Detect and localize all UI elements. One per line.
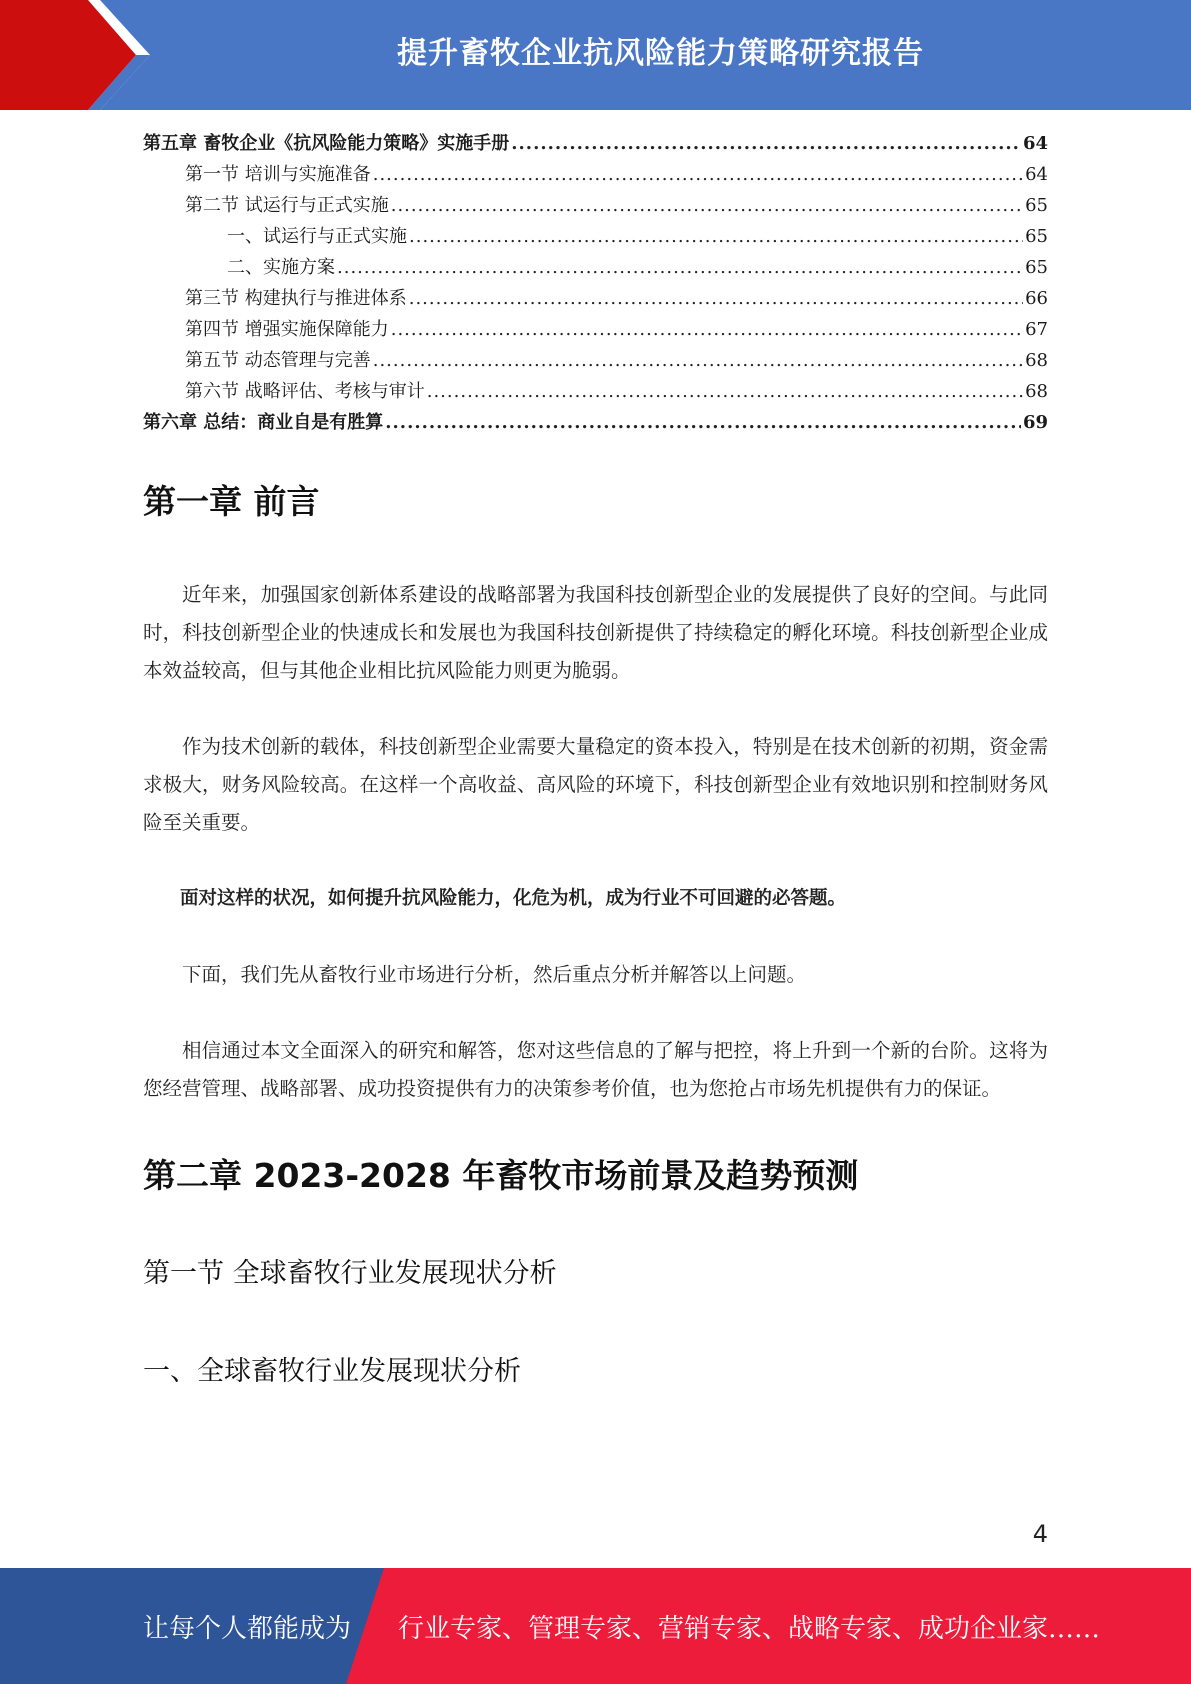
toc-entry[interactable] — [143, 221, 1048, 252]
table-of-contents — [143, 128, 1048, 438]
toc-entry[interactable] — [143, 252, 1048, 283]
body-paragraph: 相信通过本文全面深入的研究和解答，您对这些信息的了解与把控，将上升到一个新的台阶。这将为您经营管理、战略部署、成功投资提供有力的决策参考价值，也为您抢占市场先机提供有力的保证。 — [143, 1039, 1048, 1100]
subsection-heading: 一、全球畜牧行业发展现状分析 — [143, 1356, 521, 1387]
main-content — [143, 480, 1048, 1392]
toc-entry[interactable] — [143, 128, 1048, 159]
toc-entry-page: 68 — [1025, 381, 1048, 402]
body-paragraph: 近年来，加强国家创新体系建设的战略部署为我国科技创新型企业的发展提供了良好的空间。与此同时，科技创新型企业的快速成长和发展也为我国科技创新提供了持续稳定的孵化环境。科技创新型企业成本效益较高，但与其他企业相比抗风险能力则更为脆弱。 — [143, 583, 1048, 682]
toc-entry[interactable] — [143, 407, 1048, 438]
toc-entry-page: 68 — [1025, 350, 1048, 371]
toc-entry-title: 第六章 总结：商业自是有胜算 — [143, 412, 384, 433]
toc-entry-page: 65 — [1025, 195, 1048, 216]
toc-entry-page: 64 — [1025, 164, 1048, 185]
toc-entry[interactable] — [143, 345, 1048, 376]
toc-entry-page: 64 — [1022, 133, 1048, 154]
footer-slogan-left: 让每个人都能成为 — [143, 1614, 352, 1644]
toc-entry-title: 第二节 试运行与正式实施 — [185, 195, 389, 216]
toc-leader-dots — [409, 221, 1023, 252]
toc-entry-page: 65 — [1025, 257, 1048, 278]
toc-entry-page: 67 — [1025, 319, 1048, 340]
toc-leader-dots — [373, 159, 1023, 190]
page-header — [0, 0, 1191, 110]
toc-entry[interactable] — [143, 190, 1048, 221]
toc-entry[interactable] — [143, 314, 1048, 345]
page-footer — [0, 1568, 1191, 1684]
toc-leader-dots — [409, 283, 1023, 314]
section-heading: 第一节 全球畜牧行业发展现状分析 — [143, 1258, 557, 1289]
toc-leader-dots — [385, 407, 1021, 438]
emphasis-paragraph: 面对这样的状况，如何提升抗风险能力，化危为机，成为行业不可回避的必答题。 — [180, 888, 847, 909]
toc-leader-dots — [427, 376, 1023, 407]
toc-entry[interactable] — [143, 376, 1048, 407]
body-paragraph: 作为技术创新的载体，科技创新型企业需要大量稳定的资本投入，特别是在技术创新的初期，资金需求极大，财务风险较高。在这样一个高收益、高风险的环境下，科技创新型企业有效地识别和控制财务风险至关重要。 — [143, 735, 1048, 834]
toc-leader-dots — [337, 252, 1023, 283]
toc-entry-page: 65 — [1025, 226, 1048, 247]
toc-leader-dots — [511, 128, 1021, 159]
toc-entry-title: 一、试运行与正式实施 — [227, 226, 407, 247]
toc-entry-title: 二、实施方案 — [227, 257, 335, 278]
footer-slogan-right: 行业专家、管理专家、营销专家、战略专家、成功企业家…… — [398, 1614, 1101, 1644]
toc-entry-title: 第六节 战略评估、考核与审计 — [185, 381, 425, 402]
toc-leader-dots — [391, 314, 1023, 345]
toc-entry-page: 66 — [1025, 288, 1048, 309]
red-arrow-decoration — [0, 0, 160, 110]
chapter-heading: 第一章 前言 — [143, 482, 320, 521]
toc-entry-title: 第五章 畜牧企业《抗风险能力策略》实施手册 — [143, 133, 510, 154]
toc-entry-page: 69 — [1022, 412, 1048, 433]
body-paragraph: 下面，我们先从畜牧行业市场进行分析，然后重点分析并解答以上问题。 — [182, 963, 807, 986]
toc-entry-title: 第三节 构建执行与推进体系 — [185, 288, 407, 309]
toc-entry-title: 第四节 增强实施保障能力 — [185, 319, 389, 340]
report-title: 提升畜牧企业抗风险能力策略研究报告 — [397, 36, 924, 71]
toc-entry-title: 第五节 动态管理与完善 — [185, 350, 371, 371]
toc-leader-dots — [391, 190, 1023, 221]
toc-leader-dots — [373, 345, 1023, 376]
toc-entry-title: 第一节 培训与实施准备 — [185, 164, 371, 185]
toc-entry[interactable] — [143, 159, 1048, 190]
chapter-heading: 第二章 2023-2028 年畜牧市场前景及趋势预测 — [143, 1156, 859, 1195]
toc-entry[interactable] — [143, 283, 1048, 314]
page-number: 4 — [1032, 1520, 1048, 1548]
